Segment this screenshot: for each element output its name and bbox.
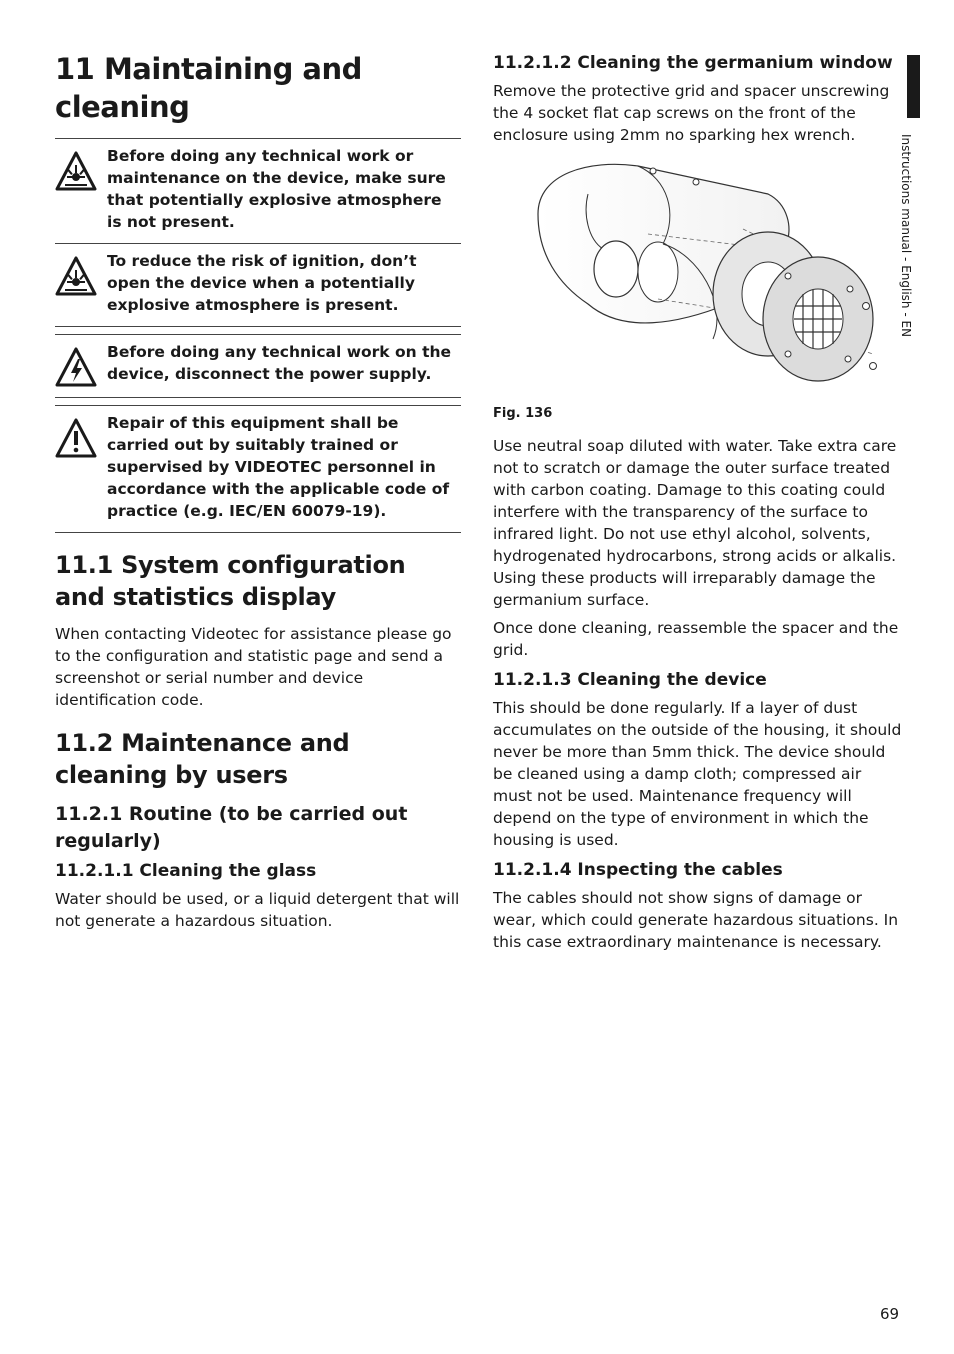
explosion-hazard-icon	[55, 151, 97, 191]
section-11-2-1-1-title: 11.2.1.1 Cleaning the glass	[55, 861, 317, 881]
right-column	[493, 52, 905, 959]
section-11-1-body: When contacting Videotec for assistance please go to the configuration and statistic page and send a screenshot or serial number and device identification code.	[55, 625, 452, 709]
warning-text-4: Repair of this equipment shall be carried out by suitably trained or supervised by VIDEOTEC personnel in accordance with the applicable code of practice (e.g. IEC/EN 60079-19).	[107, 414, 450, 520]
chapter-title: 11 Maintaining and cleaning	[55, 52, 362, 124]
warning-text-2: To reduce the risk of ignition, don’t open the device when a potentially explosive atmosphere is present.	[107, 252, 417, 314]
section-11-1-title: 11.1 System configuration and statistics display	[55, 551, 406, 611]
explosion-hazard-icon	[55, 256, 97, 296]
warning-text-3: Before doing any technical work on the device, disconnect the power supply.	[107, 343, 452, 383]
page-number: 69	[880, 1305, 900, 1323]
section-11-2-1-3-title: 11.2.1.3 Cleaning the device	[493, 670, 767, 690]
side-label: Instructions manual - English - EN	[899, 134, 913, 338]
section-11-2-1-3-body: This should be done regularly. If a layer of dust accumulates on the outside of the housing, it should never be more than 5mm thick. The device should be cleaned using a damp cloth; compressed air must not be used. Maintenance frequency will depend on the type of environment in which the housing is used.	[493, 699, 902, 849]
section-11-2-1-2-title: 11.2.1.2 Cleaning the germanium window	[493, 53, 893, 73]
warning-box-2	[55, 243, 461, 327]
figure-caption: Fig. 136	[493, 406, 553, 421]
warning-box-4	[55, 405, 461, 533]
electric-shock-icon	[55, 347, 97, 387]
section-11-2-1-1-body: Water should be used, or a liquid detergent that will not generate a hazardous situation.	[55, 890, 460, 930]
section-11-2-1-4-title: 11.2.1.4 Inspecting the cables	[493, 860, 783, 880]
warning-box-3	[55, 334, 461, 398]
left-column	[55, 50, 461, 938]
general-warning-icon	[55, 418, 97, 458]
housing-exploded-view-illustration	[528, 154, 908, 394]
germanium-window-figure	[528, 154, 908, 394]
warning-box-1	[55, 138, 461, 243]
section-11-2-1-2-body3: Once done cleaning, reassemble the spacer and the grid.	[493, 619, 899, 659]
section-11-2-1-2-body: Remove the protective grid and spacer unscrewing the 4 socket flat cap screws on the front of the enclosure using 2mm no sparking hex wrench.	[493, 82, 890, 144]
section-11-2-1-2-body2: Use neutral soap diluted with water. Take extra care not to scratch or damage the outer surface treated with carbon coating. Damage to this coating could interfere with the transparency of the surface to infrared light. Do not use ethyl alcohol, solvents, hydrogenated hydrocarbons, strong acids or alkalis. Using these products will irreparably damage the germanium surface.	[493, 437, 897, 609]
section-11-2-1-4-body: The cables should not show signs of damage or wear, which could generate hazardous situations. In this case extraordinary maintenance is necessary.	[493, 889, 899, 951]
warning-text-1: Before doing any technical work or maintenance on the device, make sure that potentially explosive atmosphere is not present.	[107, 147, 446, 231]
section-11-2-title: 11.2 Maintenance and cleaning by users	[55, 729, 350, 789]
section-11-2-1-title: 11.2.1 Routine (to be carried out regularly)	[55, 803, 408, 852]
side-tab-marker	[907, 55, 920, 118]
